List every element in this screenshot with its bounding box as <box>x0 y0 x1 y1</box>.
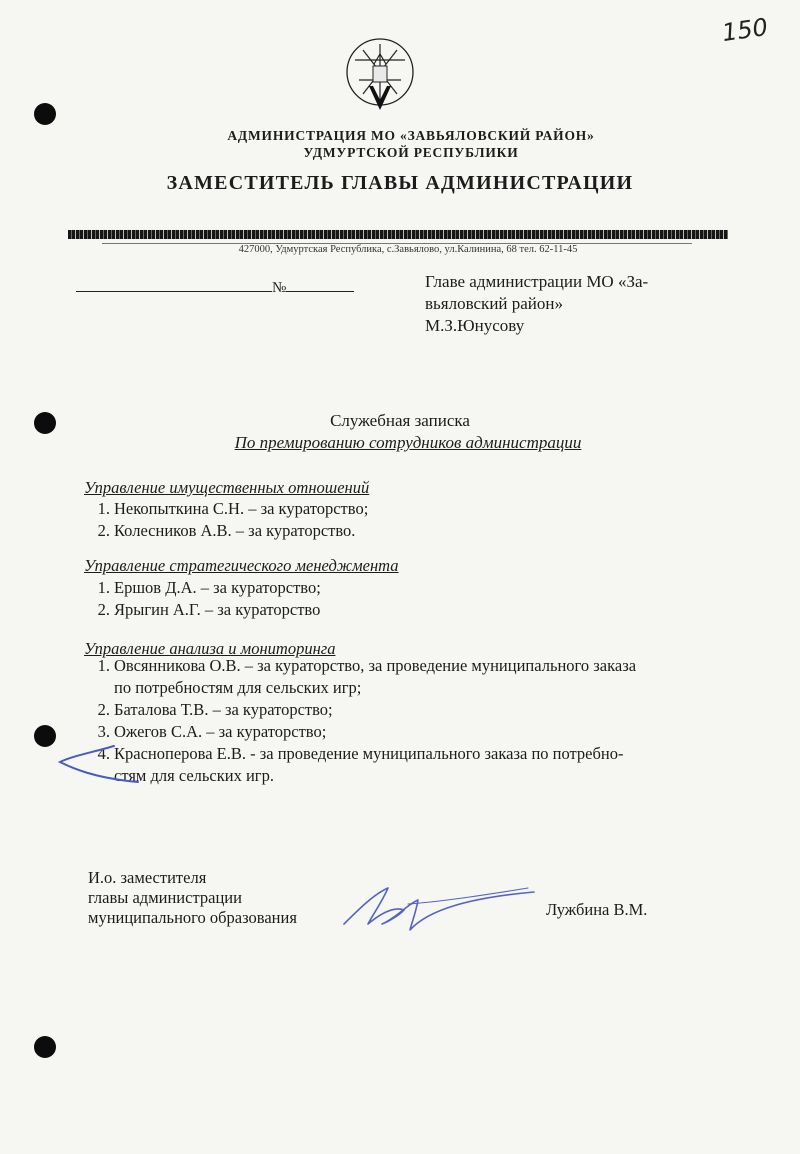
signatory-block <box>88 868 297 928</box>
list-item <box>90 599 764 621</box>
number-sign: № <box>272 280 287 296</box>
list-item <box>90 520 764 542</box>
org-address: 427000, Удмуртская Республика, с.Завьялово, ул.Калинина, 68 тел. 62-11-45 <box>238 244 578 255</box>
org-republic: УДМУРТСКОЙ РЕСПУБЛИКИ <box>303 145 519 160</box>
item-text-continued: стям для сельских игр. <box>114 766 274 785</box>
item-text: Ярыгин А.Г. – за кураторство <box>114 600 321 619</box>
item-text: Ершов Д.А. – за кураторство; <box>114 578 321 597</box>
addressee-line: вьяловский район» <box>425 294 564 313</box>
section-heading: Управление имущественных отношений <box>84 478 370 497</box>
handwritten-signature <box>338 880 538 932</box>
addressee-line: М.З.Юнусову <box>425 316 525 335</box>
employee-list <box>90 498 764 542</box>
item-text: Баталова Т.В. – за кураторство; <box>114 700 333 719</box>
item-text: Овсянникова О.В. – за кураторство, за проведение муниципального заказа <box>114 656 637 675</box>
header-divider <box>68 230 728 239</box>
date-blank <box>76 279 272 292</box>
list-item <box>90 577 764 599</box>
office-title: ЗАМЕСТИТЕЛЬ ГЛАВЫ АДМИНИСТРАЦИИ <box>166 172 634 194</box>
section-heading: Управление стратегического менеджмента <box>84 556 399 575</box>
item-text: Красноперова Е.В. - за проведение муниципального заказа по потребно- <box>114 744 624 763</box>
hole-punch-mark <box>34 725 56 747</box>
list-item <box>90 721 764 743</box>
addressee-block <box>425 271 705 337</box>
item-text: Ожегов С.А. – за кураторство; <box>114 722 327 741</box>
item-text-continued: по потребностям для сельских игр; <box>114 678 362 697</box>
item-text: Некопыткина С.Н. – за кураторство; <box>114 499 369 518</box>
employee-list <box>90 577 764 621</box>
hole-punch-mark <box>34 1036 56 1058</box>
number-blank <box>286 279 354 292</box>
item-number: 3. <box>97 722 110 741</box>
org-name: АДМИНИСТРАЦИЯ МО «ЗАВЬЯЛОВСКИЙ РАЙОН» <box>227 128 595 143</box>
item-number: 2. <box>97 600 110 619</box>
item-text: Колесников А.В. – за кураторство. <box>114 521 356 540</box>
signatory-line: муниципального образования <box>88 908 297 927</box>
section-heading: Управление анализа и мониторинга <box>84 639 336 658</box>
hole-punch-mark <box>34 103 56 125</box>
memo-subject: По премированию сотрудников администрации <box>234 433 582 452</box>
addressee-line: Главе администрации МО «За- <box>425 272 649 291</box>
item-number: 4. <box>97 744 110 763</box>
memo-title: Служебная записка <box>330 411 470 430</box>
signer-name: Лужбина В.М. <box>546 900 648 919</box>
page-number: 150 <box>720 12 770 48</box>
signatory-line: И.о. заместителя <box>88 868 207 887</box>
list-item <box>90 743 764 787</box>
list-item <box>90 655 764 699</box>
employee-list <box>90 655 764 787</box>
registration-line <box>76 279 354 297</box>
list-item <box>90 498 764 520</box>
item-number: 1. <box>97 656 110 675</box>
item-number: 1. <box>97 499 110 518</box>
list-item <box>90 699 764 721</box>
signatory-line: главы администрации <box>88 888 242 907</box>
item-number: 1. <box>97 578 110 597</box>
item-number: 2. <box>97 521 110 540</box>
coat-of-arms-emblem <box>343 36 417 112</box>
item-number: 2. <box>97 700 110 719</box>
pen-checkmark <box>54 738 144 788</box>
